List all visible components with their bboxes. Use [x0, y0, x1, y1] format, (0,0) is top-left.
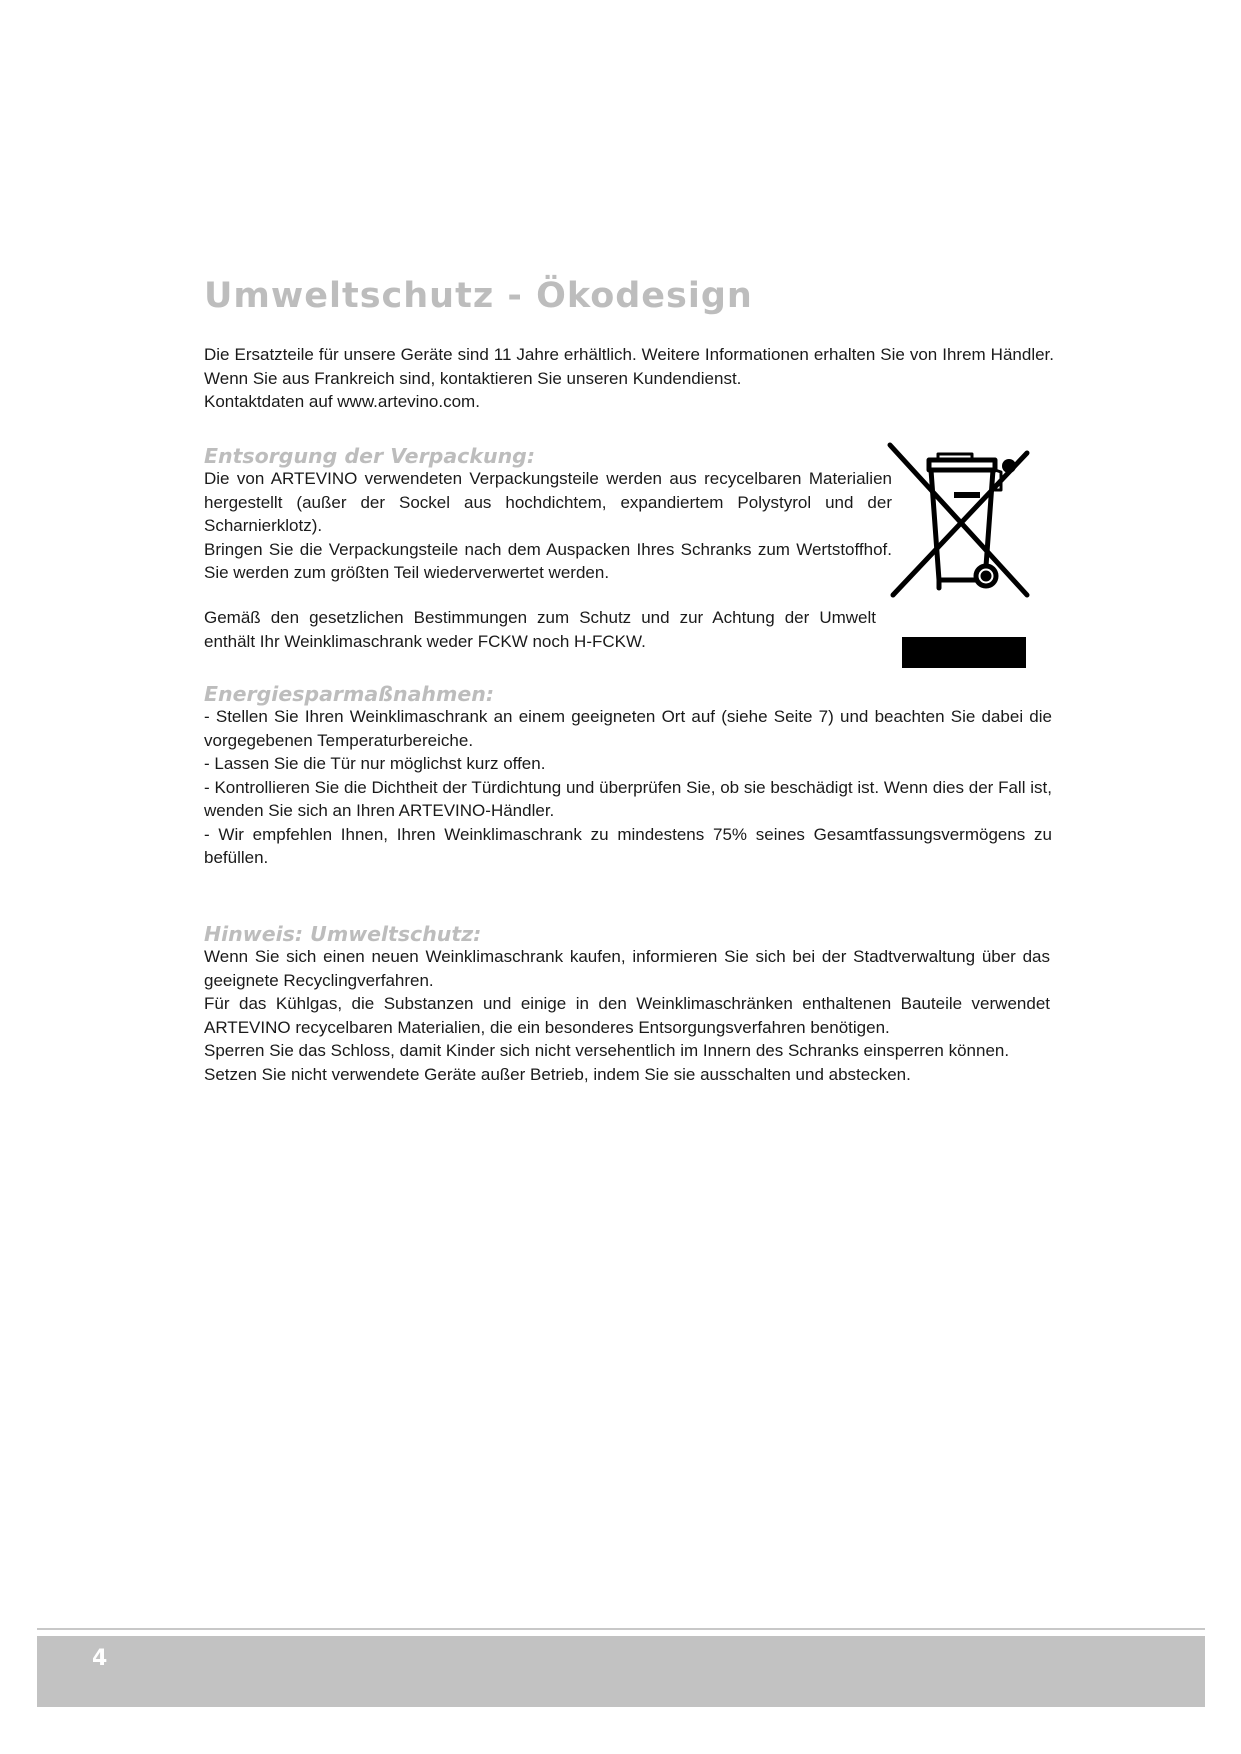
notice-line: Wenn Sie sich einen neuen Weinklimaschrank kaufen, informieren Sie sich bei der Stadtverwaltung über das geeignete Recyclingverfahren.	[204, 947, 1050, 990]
legal-line: Gemäß den gesetzlichen Bestimmungen zum Schutz und zur Achtung der Umwelt enthält Ihr Weinklimaschrank weder FCKW noch H-FCKW.	[204, 608, 876, 651]
energy-item: - Kontrollieren Sie die Dichtheit der Türdichtung und überprüfen Sie, ob sie beschädigt ist. Wenn dies der Fall ist, wenden Sie sich an Ihren ARTEVINO-Händler.	[204, 777, 1052, 820]
page-title: Umweltschutz - Ökodesign	[204, 276, 753, 316]
intro-line: Die Ersatzteile für unsere Geräte sind 11 Jahre erhältlich. Weitere Informationen erhalten Sie von Ihrem Händler. Wenn Sie aus Frankreich sind, kontaktieren Sie unseren Kundendienst.	[204, 345, 1054, 388]
intro-line: Kontaktdaten auf www.artevino.com.	[204, 392, 480, 411]
packaging-line: Bringen Sie die Verpackungsteile nach dem Auspacken Ihres Schranks zum Wertstoffhof. Sie werden zum größten Teil wiederverwertet werden.	[204, 539, 892, 582]
energy-text	[204, 705, 1052, 870]
notice-text	[204, 945, 1050, 1086]
footer-divider	[37, 1628, 1205, 1630]
crossed-out-wheelie-bin-icon	[885, 440, 1035, 608]
black-bar	[902, 637, 1026, 668]
notice-line: Setzen Sie nicht verwendete Geräte außer Betrieb, indem Sie sie ausschalten und abstecken.	[204, 1064, 911, 1084]
notice-heading: Hinweis: Umweltschutz:	[204, 922, 482, 946]
notice-line: Sperren Sie das Schloss, damit Kinder sich nicht versehentlich im Innern des Schranks einsperren können.	[204, 1041, 1010, 1060]
legal-text	[204, 606, 876, 653]
energy-item: - Stellen Sie Ihren Weinklimaschrank an einem geeigneten Ort auf (siehe Seite 7) und beachten Sie dabei die vorgegebenen Temperaturbereiche.	[204, 707, 1052, 750]
intro-text	[204, 343, 1054, 414]
notice-line: Für das Kühlgas, die Substanzen und einige in den Weinklimaschränken enthaltenen Bauteile verwendet ARTEVINO recycelbaren Materialien, die ein besonderes Entsorgungsverfahren benötigen.	[204, 994, 1050, 1037]
page-number: 4	[92, 1646, 108, 1671]
energy-heading: Energiesparmaßnahmen:	[204, 682, 495, 706]
footer-band	[37, 1636, 1205, 1707]
packaging-line: Die von ARTEVINO verwendeten Verpackungsteile werden aus recycelbaren Materialien hergestellt (außer der Sockel aus hochdichtem, expandiertem Polystyrol und der Scharnierklotz).	[204, 469, 892, 535]
packaging-heading: Entsorgung der Verpackung:	[204, 444, 536, 468]
energy-item: - Wir empfehlen Ihnen, Ihren Weinklimaschrank zu mindestens 75% seines Gesamtfassungsvermögens zu befüllen.	[204, 824, 1052, 867]
packaging-text	[204, 467, 892, 585]
energy-item: - Lassen Sie die Tür nur möglichst kurz offen.	[204, 754, 546, 773]
